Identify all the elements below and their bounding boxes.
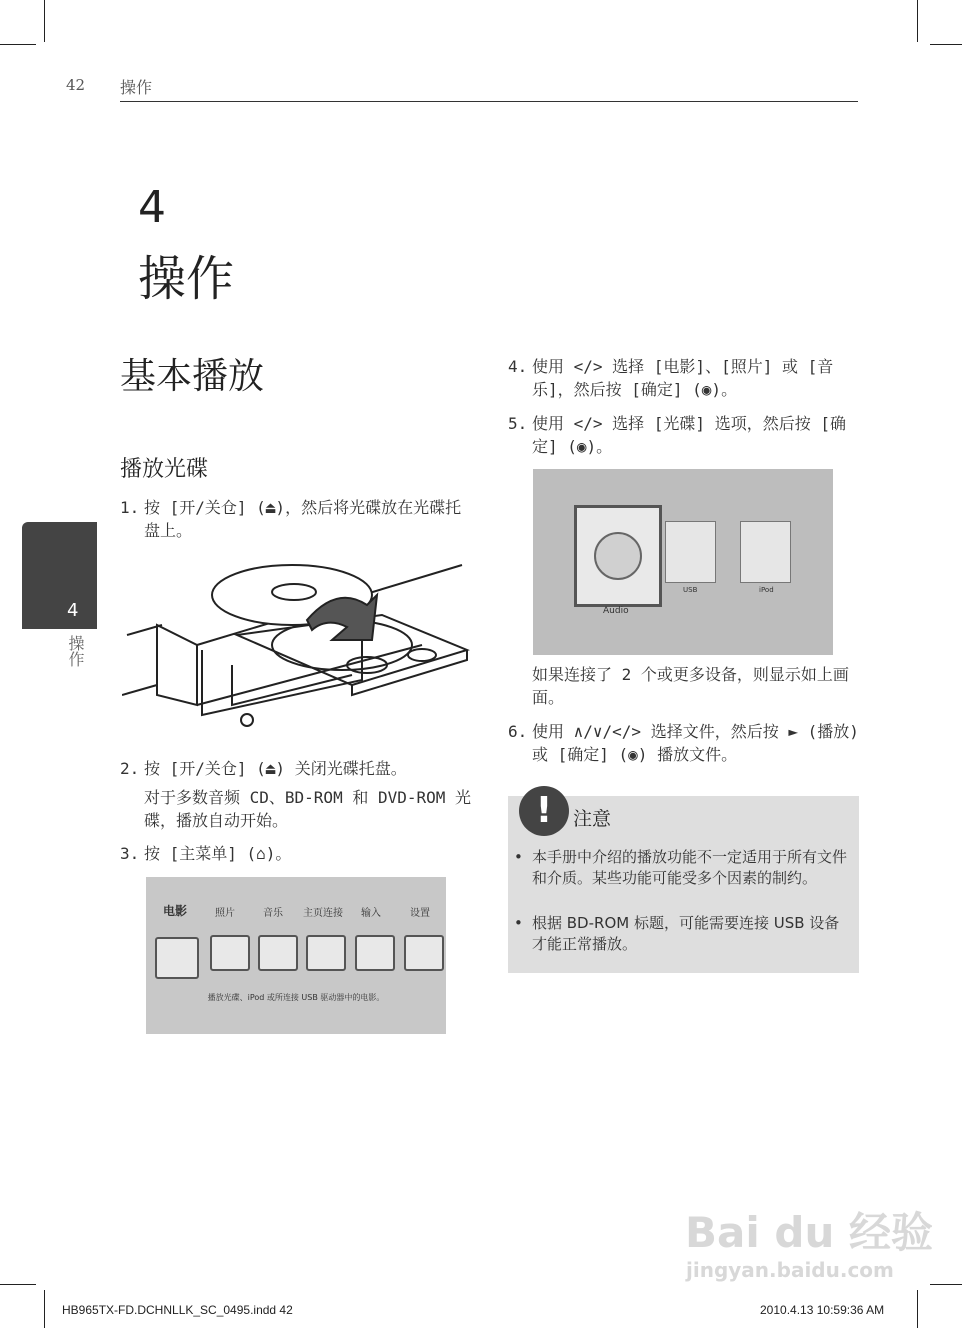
- crop-mark: [930, 1284, 962, 1285]
- footer-file: HB965TX-FD.DCHNLLK_SC_0495.indd 42: [62, 1303, 293, 1317]
- home-menu-item: 照片: [215, 908, 235, 919]
- step-1: 1. 按 [开/关仓] (⏏)，然后将光碟放在光碟托盘上。: [120, 498, 462, 540]
- watermark-logo: Bai du 经验: [685, 1208, 933, 1257]
- settings-icon: [404, 935, 444, 971]
- crop-mark: [917, 0, 918, 42]
- chapter-title: 操作: [138, 251, 235, 307]
- home-menu-item: 电影: [163, 904, 188, 918]
- step-5: 5. 使用 </> 选择 [光碟] 选项，然后按 [确定] (◉)。: [508, 414, 846, 456]
- step-6: 6. 使用 ∧/∨/</> 选择文件，然后按 ► (播放) 或 [确定] (◉) 播放文件。: [508, 722, 859, 764]
- crop-mark: [0, 44, 36, 45]
- side-tab-label: 操作: [66, 635, 85, 667]
- step-2: 2. 按 [开/关仓] (⏏) 关闭光碟托盘。: [120, 759, 407, 778]
- step-2-note: 对于多数音频 CD、BD-ROM 和 DVD-ROM 光碟，播放自动开始。: [144, 788, 472, 830]
- crop-mark: [0, 1284, 36, 1285]
- device-label-ipod: iPod: [759, 586, 774, 594]
- photo-icon: [210, 935, 250, 971]
- step-4: 4. 使用 </> 选择 [电影]、[照片] 或 [音乐]，然后按 [确定] (◉)。: [508, 357, 834, 399]
- side-tab: [22, 522, 97, 629]
- usb-option: [665, 521, 716, 583]
- note-bullet: • 根据 BD-ROM 标题，可能需要连接 USB 设备才能正常播放。: [514, 914, 840, 953]
- crop-mark: [930, 44, 962, 45]
- chapter-number: 4: [138, 182, 166, 233]
- step-3: 3. 按 [主菜单] (⌂)。: [120, 844, 292, 863]
- device-label-audio: Audio: [603, 606, 629, 616]
- home-menu-item: 音乐: [263, 908, 283, 919]
- input-icon: [355, 935, 395, 971]
- subsection-title: 播放光碟: [120, 457, 209, 482]
- side-tab-number: 4: [67, 600, 79, 621]
- disc-icon: [594, 532, 642, 580]
- exclamation-icon: !: [519, 786, 569, 836]
- watermark-url: jingyan.baidu.com: [686, 1258, 894, 1282]
- crop-mark: [917, 1290, 918, 1328]
- disc-option: [574, 505, 662, 607]
- music-icon: [258, 935, 298, 971]
- running-header: 操作: [120, 78, 153, 97]
- home-menu-item: 主页连接: [303, 908, 343, 919]
- movie-icon: [155, 937, 199, 979]
- step-5-note: 如果连接了 2 个或更多设备，则显示如上画面。: [532, 665, 849, 707]
- crop-mark: [44, 0, 45, 42]
- section-title: 基本播放: [120, 356, 265, 397]
- home-menu-item: 设置: [410, 908, 430, 919]
- device-label-usb: USB: [683, 586, 698, 594]
- home-link-icon: [306, 935, 346, 971]
- note-bullet: • 本手册中介绍的播放功能不一定适用于所有文件和介质。某些功能可能受多个因素的制约。: [514, 848, 848, 887]
- crop-mark: [44, 1290, 45, 1328]
- note-title: 注意: [573, 808, 612, 830]
- home-menu-caption: 播放光碟、iPod 或所连接 USB 驱动器中的电影。: [207, 993, 385, 1002]
- header-rule: [120, 101, 858, 102]
- ipod-option: [740, 521, 791, 583]
- footer-datetime: 2010.4.13 10:59:36 AM: [760, 1303, 885, 1317]
- home-menu-item: 输入: [361, 908, 381, 919]
- disc-tray-illustration: [122, 555, 472, 740]
- page-number: 42: [66, 76, 86, 94]
